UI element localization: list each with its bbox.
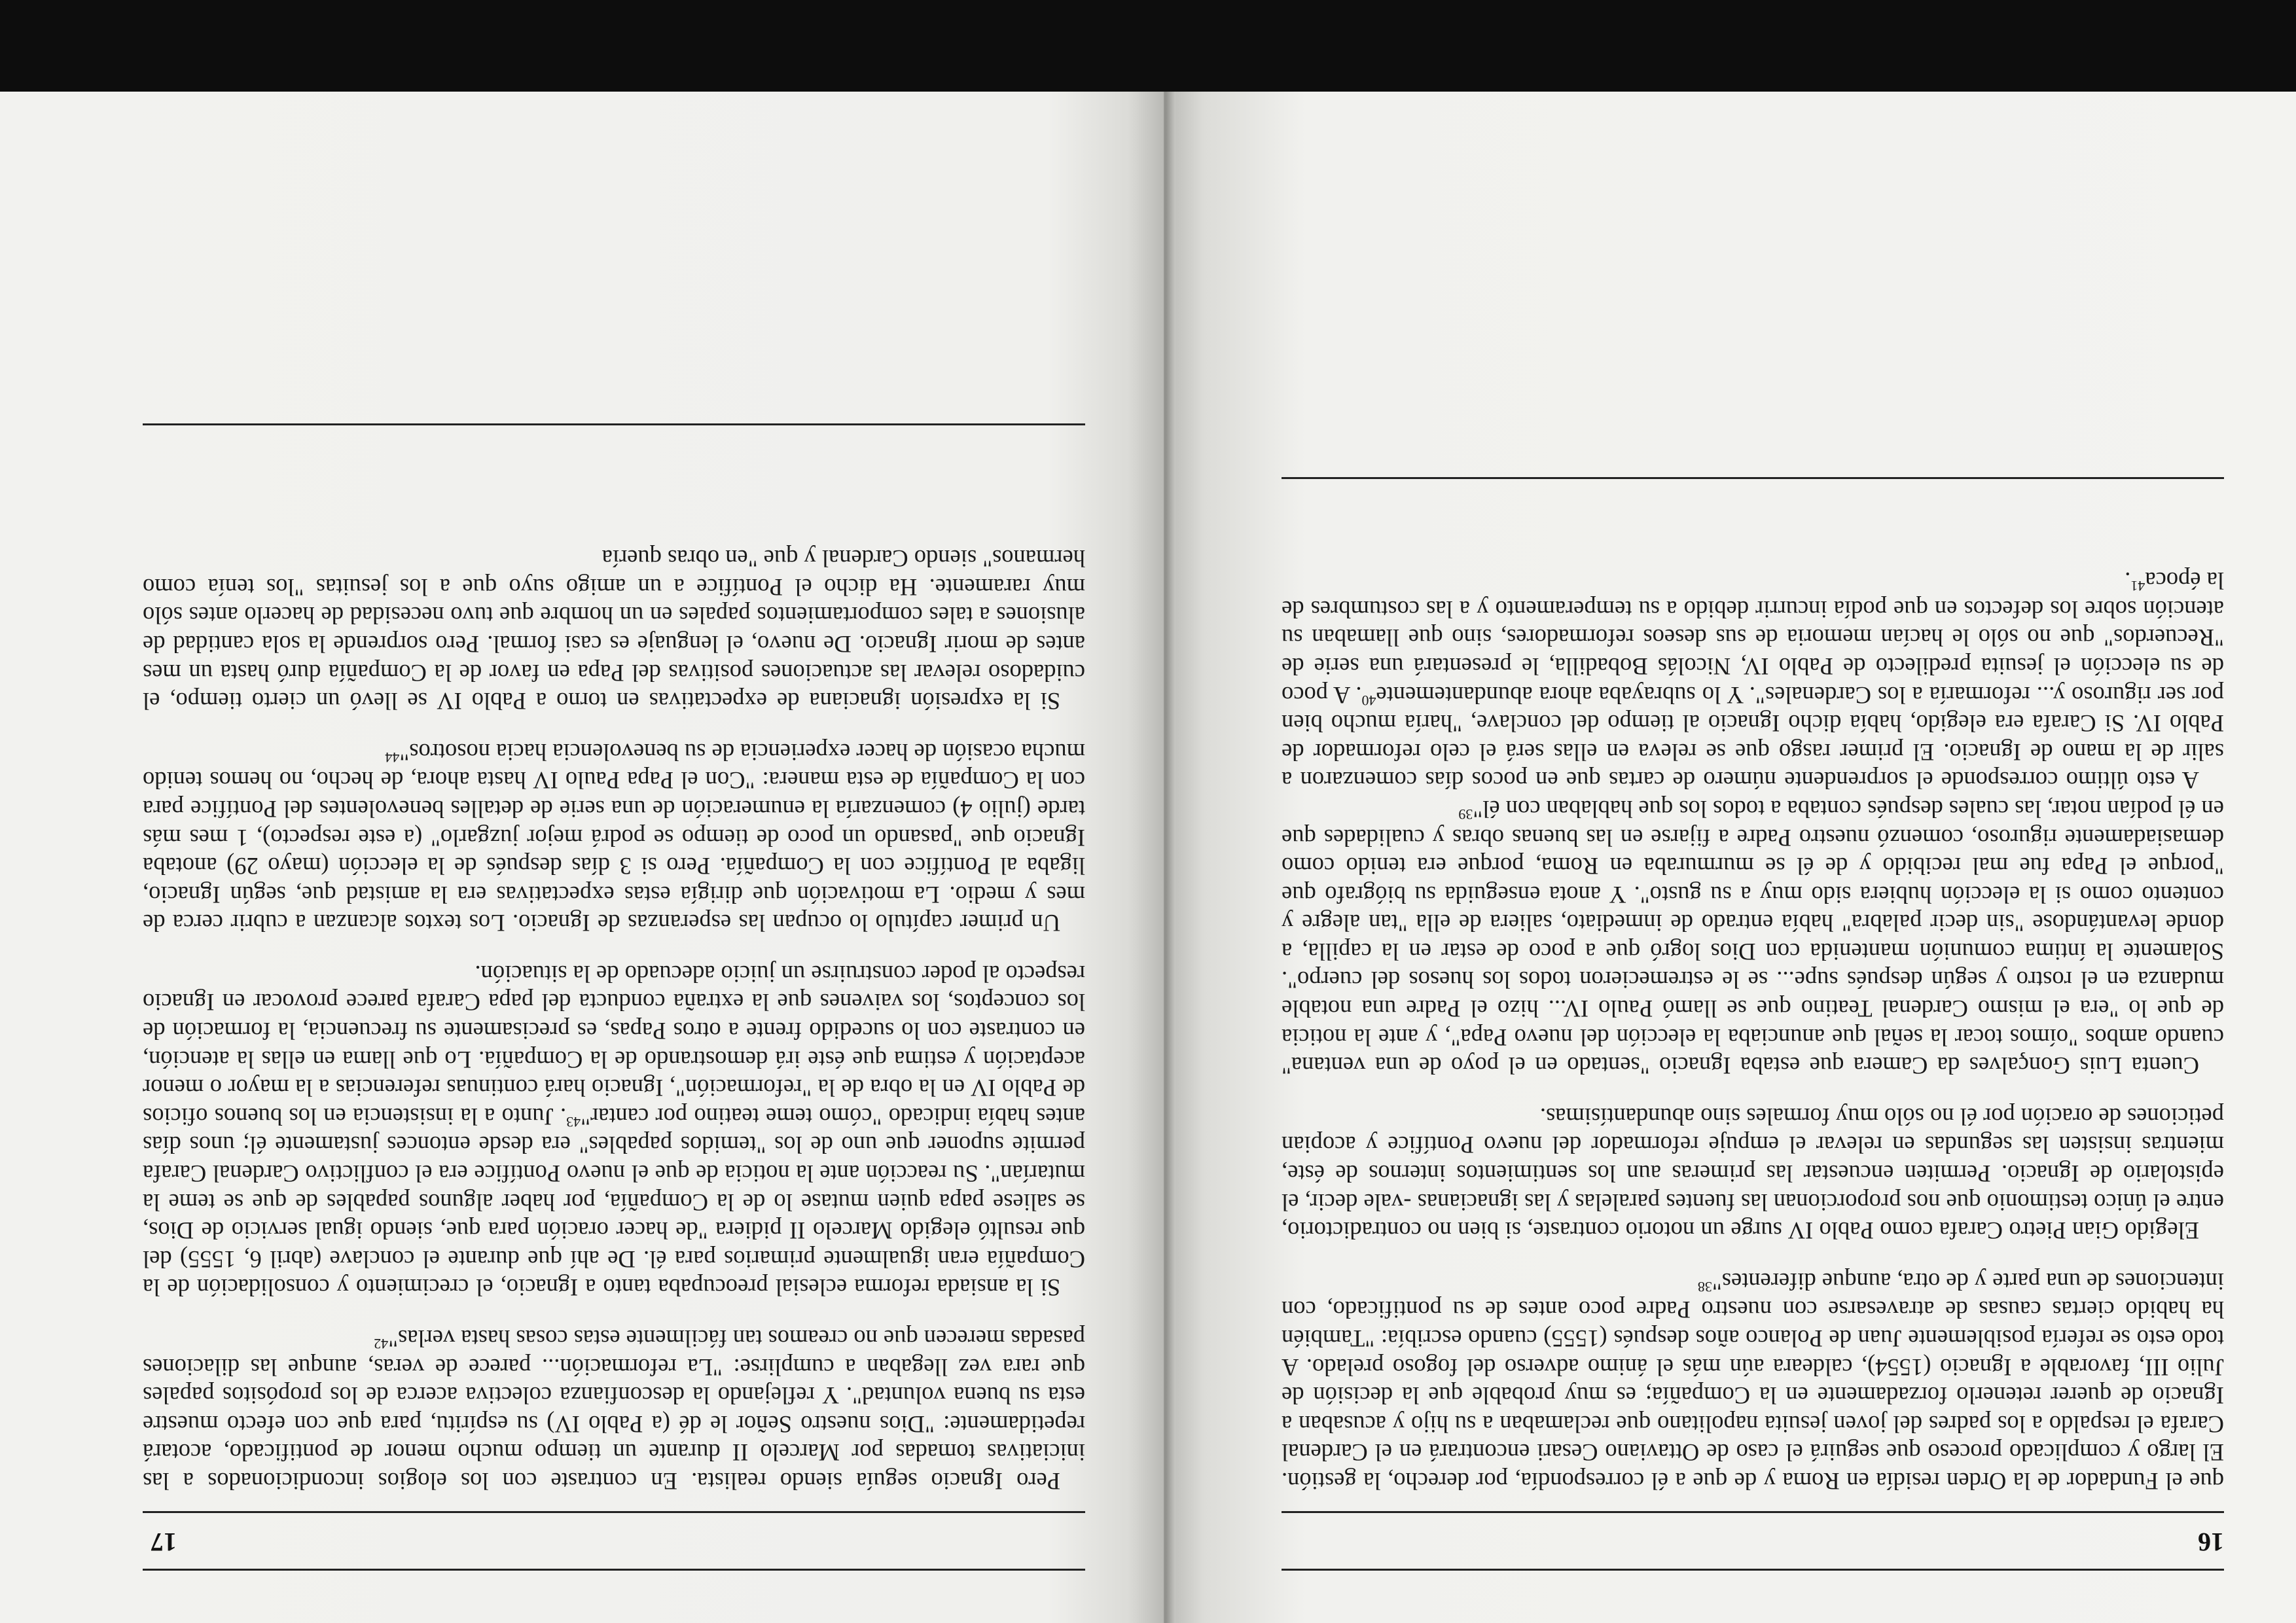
paragraph-text: . xyxy=(2125,567,2131,595)
page-16 xyxy=(1170,92,2296,1623)
header-rule xyxy=(1282,1511,2224,1513)
paragraph-text: Cuenta Luis Gonçalves da Camera que estaba Ignacio "sentado en el poyo de una ventana" cuando ambos "oímos tocar la señal que anunciaba la elección del nuevo Papa", y ante la noticia de que lo "era el mismo Cardenal Teatino que se llamó Paulo IV... hizo el Padre una notable mudanza en el rostro y según después supe... se le estremecieron todos los huesos del cuerpo". Solamente la íntima comunión mantenida con Dios logró que a poco de estar en la capilla, a donde levantándose "sin decir palabra" había entrado de inmediato, saliera de ella "tan alegre y contento como si la elección hubiera sido muy a su gusto". Y anota enseguida su biógrafo que "porque el Papa fue mal recibido y de él se murmuraba en Roma, porque era tenido como demasiadamente riguroso, comenzó nuestro Padre a fijarse en las buenas obras y cualidades que en él podían notar, las cuales después contaba a todos los que hablaban con él" xyxy=(1282,795,2224,1080)
footnote-marker: 38 xyxy=(1697,1279,1712,1295)
paragraph xyxy=(1282,1267,2224,1495)
page-17 xyxy=(0,92,1164,1623)
footnote-marker: 41 xyxy=(2130,578,2145,595)
page-16-body xyxy=(1282,567,2224,1495)
header-rule xyxy=(1282,1569,2224,1571)
paragraph xyxy=(143,544,1085,716)
page-17-body xyxy=(143,544,1085,1495)
paragraph-text: Elegido Gian Pietro Carafa como Pablo IV surge un notorio contraste, si bien no contradictorio, entre el único testimonio que nos proporcionan las fuentes paralelas y las ignacianas -vale decir, el epistolario de Ignacio. Permiten encuestar las primeras aun los sentimientos internos de éste, mientras insisten las segundas en relevar el empuje reformador del nuevo Pontífice y acopian peticiones de oración por él no sólo muy formales sino abundantísimas. xyxy=(1282,1103,2224,1245)
paragraph xyxy=(1282,794,2224,1080)
paragraph xyxy=(1282,567,2224,795)
paragraph xyxy=(143,1324,1085,1495)
paragraph-text: Pero Ignacio seguía siendo realista. En contraste con los elogios incondicionados a las iniciativas tomadas por Marcelo II durante un tiempo mucho menor de pontificado, acotará repetidamente: "Dios nuestro Señor le dé (a Pablo IV) su espíritu, para que con efecto muestre esta su buena voluntad". Y reflejando la desconfianza colectiva acerca de los propósitos papales que rara vez llegaban a cumplirse: "La reformación... parece de veras, aunque las dilaciones pasadas merecen que no creamos tan fácilmente estas cosas hasta verlas" xyxy=(143,1325,1085,1495)
paragraph-text: Un primer capítulo lo ocupan las esperanzas de Ignacio. Los textos alcanzan a cubrir cerca de mes y medio. La motivación que dirigía estas expectativas era la amistad que, según Ignacio, ligaba al Pontífice con la Compañía. Pero si 3 días después de la elección (mayo 29) anotaba Ignacio que "pasando un poco de tiempo se podrá mejor juzgarlo" (a este respecto), 1 mes más tarde (julio 4) comenzaría la enumeración de una serie de detalles benevolentes del Pontífice para con la Compañía de esta manera: "Con el Papa Paulo IV hasta ahora, de hecho, no hemos tenido mucha ocasión de hacer experiencia de su benevolencia hacia nosotros" xyxy=(143,738,1085,937)
footnote-marker: 42 xyxy=(374,1336,389,1353)
footnote-rule xyxy=(1282,477,2224,479)
paragraph-text: . Junto a la insistencia en los buenos oficios de Pablo IV en la obra de la "reformación", Ignacio hará continuas referencias a la mayor o menor aceptación y estima que éste irá demostrando de la Compañía. Lo que llama en ellas la atención, en contraste con lo sucedido frente a otros Papas, es precisamente su frecuencia, la formación de los conceptos, los vaivenes que la extraña conducta del papa Carafa parece provocar en Ignacio respecto al poder construirse un juicio adecuado de la situación. xyxy=(143,960,1085,1130)
paragraph xyxy=(143,959,1085,1302)
header-rule xyxy=(143,1511,1085,1513)
paragraph-text: A esto último corresponde el sorprendente número de cartas que en pocos días comenzaron a salir de la mano de Ignacio. El primer rasgo que se releva en ellas será el celo reformador de Pablo IV. Si Carafa era elegido, había dicho Ignacio al tiempo del conclave, "haría mucho bien por ser riguroso y... reformaría a los Cardenales". Y lo subrayaba ahora abundantemente xyxy=(1282,681,2224,794)
page-number: 17 xyxy=(151,1527,177,1557)
footnote-marker: 39 xyxy=(1458,806,1473,823)
page-number: 16 xyxy=(2198,1527,2224,1557)
footnote-marker: 43 xyxy=(566,1114,581,1131)
footnote-marker: 40 xyxy=(1361,692,1376,709)
paragraph-text: que el Fundador de la Orden residía en Roma y de que a él correspondía, por derecho, la gestión. El largo y complicado proceso que seguirá el caso de Ottaviano Cesari encontrará en el Cardenal Carafa el respaldo a los padres del joven jesuita napolitano que reclamaban a su hijo y acusaban a Ignacio de querer retenerlo forzadamente en la Compañía; es muy probable que la decisión de Julio III, favorable a Ignacio (1554), caldeara aún más el ánimo adverso del fogoso prelado. A todo esto se refería posiblemente Juan de Polanco años después (1555) cuando escribía: "También ha habido ciertas causas de atravesarse con nuestro Padre poco antes de su pontificado, con intenciones de una parte y de otra, aunque diferentes" xyxy=(1282,1268,2224,1495)
paragraph xyxy=(1282,1102,2224,1245)
paragraph-text: Si la expresión ignaciana de expectativas en torno a Pablo IV se llevó un cierto tiempo, el cuidadoso relevar las actuaciones positivas del Papa en favor de la Compañía duró hasta un mes antes de morir Ignacio. De nuevo, el lenguaje es casi formal. Pero sorprende la sola cantidad de alusiones a tales comportamientos papales en un hombre que tuvo necesidad de hacerlo antes sólo muy raramente. Ha dicho el Pontífice a un amigo suyo que a los jesuitas "los tenía como hermanos" siendo Cardenal y que "en obras quería xyxy=(143,545,1085,715)
paragraph xyxy=(143,738,1085,937)
header-rule xyxy=(143,1569,1085,1571)
paragraph-text: . A poco de su elección el jesuita predilecto de Pablo IV, Nicolás Bobadilla, le presentará una serie de "Recuerdos" que no sólo le hacían memoria de sus deseos reformadores, sino que llamaban su atención sobre los defectos en que podía incurrir debido a su temperamento y a las costumbres de la época xyxy=(1282,567,2224,709)
footnote-rule xyxy=(143,423,1085,425)
footnote-marker: 44 xyxy=(385,749,400,766)
paragraph-text: Si la ansiada reforma eclesial preocupaba tanto a Ignacio, el crecimiento y consolidación de la Compañía eran igualmente primarios para él. De ahí que durante el conclave (abril 6, 1555) del que resultó elegido Marcelo II pidiera "de hacer oración para que, siendo igual servicio de Dios, se saliese papa quien mutase lo de la Compañía, por haber algunos papables de que se teme la mutarían". Su reacción ante la noticia de que el nuevo Pontífice era el conflictivo Cardenal Carafa permite suponer que uno de los "temidos papables" era desde entonces justamente él; unos días antes había indicado "cómo teme teatino por cantar" xyxy=(143,1103,1085,1302)
